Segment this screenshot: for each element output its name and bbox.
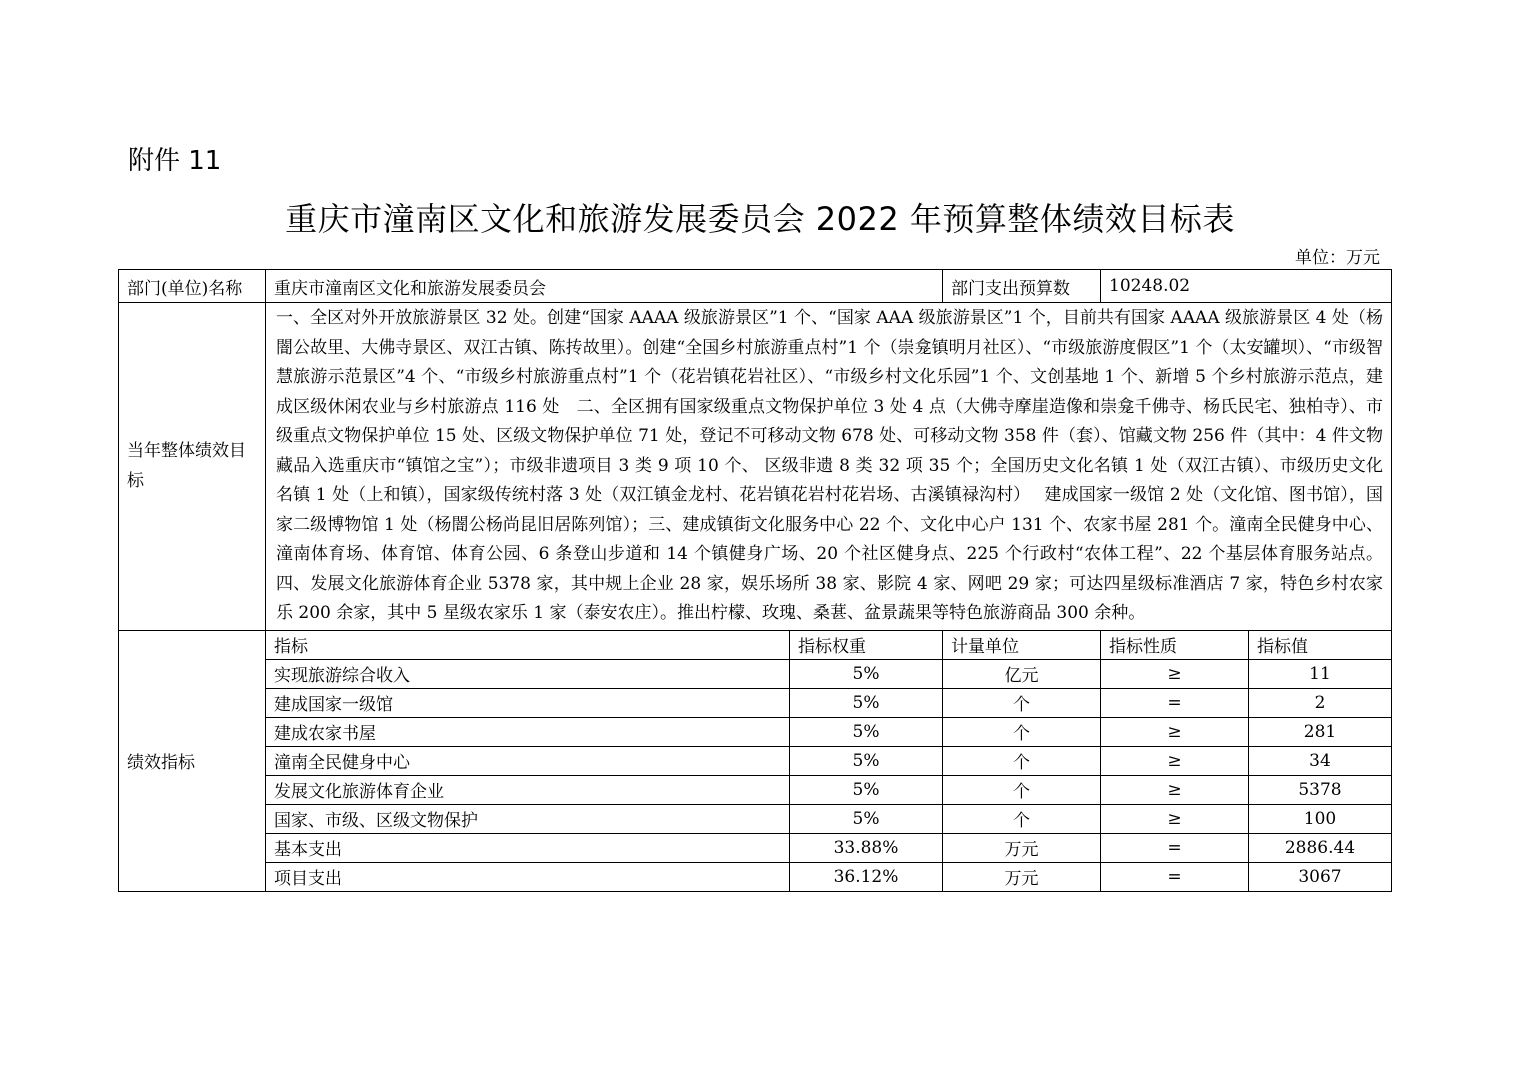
indicator-unit: 个 [943, 804, 1101, 833]
indicator-weight: 5% [790, 804, 943, 833]
indicator-weight: 5% [790, 717, 943, 746]
indicator-nature: = [1101, 862, 1249, 891]
indicator-value: 2886.44 [1249, 833, 1392, 862]
department-name-value: 重庆市潼南区文化和旅游发展委员会 [266, 270, 943, 303]
table-row [119, 717, 1392, 746]
indicator-nature: ≥ [1101, 775, 1249, 804]
indicator-unit: 万元 [943, 833, 1101, 862]
table-row [119, 688, 1392, 717]
column-header: 指标 [266, 630, 790, 659]
page-title: 重庆市潼南区文化和旅游发展委员会 2022 年预算整体绩效目标表 [285, 200, 1235, 238]
column-header: 计量单位 [943, 630, 1101, 659]
indicator-value: 3067 [1249, 862, 1392, 891]
indicator-value: 11 [1249, 659, 1392, 688]
indicator-weight: 5% [790, 688, 943, 717]
department-name-label: 部门(单位)名称 [119, 270, 266, 303]
table-row [119, 862, 1392, 891]
table-row [119, 833, 1392, 862]
indicator-nature: ≥ [1101, 804, 1249, 833]
indicator-value: 34 [1249, 746, 1392, 775]
annual-goal-text: 一、全区对外开放旅游景区 32 处。创建“国家 AAAA 级旅游景区”1 个、“国家 AAA 级旅游景区”1 个，目前共有国家 AAAA 级旅游景区 4 处（杨闇公故里、大佛寺景区、双江古镇、陈抟故里）。创建“全国乡村旅游重点村”1 个（崇龛镇明月社区）、“市级旅游度假区”1 个（太安罐坝）、“市级智慧旅游示范景区”4 个、“市级乡村旅游重点村”1 个（花岩镇花岩社区）、“市级乡村文化乐园”1 个、文创基地 1 个、新增 5 个乡村旅游示范点，建成区级休闲农业与乡村旅游点 116 处 二、全区拥有国家级重点文物保护单位 3 处 4 点（大佛寺摩崖造像和崇龛千佛寺、杨氏民宅、独柏寺）、市级重点文物保护单位 15 处、区级文物保护单位 71 处，登记不可移动文物 678 处、可移动文物 358 件（套）、馆藏文物 256 件（其中：4 件文物藏品入选重庆市“镇馆之宝”）；市级非遗项目 3 类 9 项 10 个、 区级非遗 8 类 32 项 35 个；全国历史文化名镇 1 处（双江古镇）、市级历史文化名镇 1 处（上和镇），国家级传统村落 3 处（双江镇金龙村、花岩镇花岩村花岩场、古溪镇禄沟村） 建成国家一级馆 2 处（文化馆、图书馆），国家二级博物馆 1 处（杨闇公杨尚昆旧居陈列馆）；三、建成镇街文化服务中心 22 个、文化中心户 131 个、农家书屋 281 个。潼南全民健身中心、潼南体育场、体育馆、体育公园、6 条登山步道和 14 个镇健身广场、20 个社区健身点、225 个行政村“农体工程”、22 个基层体育服务站点。四、发展文化旅游体育企业 5378 家，其中规上企业 28 家，娱乐场所 38 家、影院 4 家、网吧 29 家；可达四星级标准酒店 7 家，特色乡村农家乐 200 余家，其中 5 星级农家乐 1 家（泰安农庄）。推出柠檬、玫瑰、桑葚、盆景蔬果等特色旅游商品 300 余种。 [266, 303, 1392, 631]
indicator-name: 潼南全民健身中心 [266, 746, 790, 775]
indicator-weight: 33.88% [790, 833, 943, 862]
indicator-nature: = [1101, 688, 1249, 717]
table-row [119, 746, 1392, 775]
department-row [119, 270, 1392, 303]
indicator-value: 100 [1249, 804, 1392, 833]
indicator-nature: ≥ [1101, 717, 1249, 746]
performance-target-table [118, 269, 1392, 892]
budget-value: 10248.02 [1101, 270, 1392, 303]
indicator-value: 5378 [1249, 775, 1392, 804]
indicator-unit: 个 [943, 746, 1101, 775]
indicator-unit: 个 [943, 717, 1101, 746]
table-row [119, 804, 1392, 833]
indicator-name: 国家、市级、区级文物保护 [266, 804, 790, 833]
indicator-unit: 个 [943, 688, 1101, 717]
column-header: 指标性质 [1101, 630, 1249, 659]
table-row [119, 775, 1392, 804]
attachment-number: 附件 11 [128, 146, 222, 176]
indicator-name: 建成农家书屋 [266, 717, 790, 746]
indicator-nature: ≥ [1101, 746, 1249, 775]
performance-indicator-label: 绩效指标 [119, 630, 266, 891]
indicator-unit: 个 [943, 775, 1101, 804]
goal-row [119, 303, 1392, 631]
indicator-value: 2 [1249, 688, 1392, 717]
indicator-weight: 5% [790, 659, 943, 688]
indicator-unit: 万元 [943, 862, 1101, 891]
indicator-name: 发展文化旅游体育企业 [266, 775, 790, 804]
indicator-name: 基本支出 [266, 833, 790, 862]
indicator-weight: 5% [790, 775, 943, 804]
unit-note: 单位：万元 [1295, 248, 1380, 268]
annual-goal-label: 当年整体绩效目标 [119, 303, 266, 631]
indicator-nature: ≥ [1101, 659, 1249, 688]
indicator-nature: = [1101, 833, 1249, 862]
indicator-header-row [119, 630, 1392, 659]
indicator-name: 建成国家一级馆 [266, 688, 790, 717]
indicator-weight: 5% [790, 746, 943, 775]
table-row [119, 659, 1392, 688]
indicator-name: 项目支出 [266, 862, 790, 891]
budget-label: 部门支出预算数 [943, 270, 1101, 303]
indicator-value: 281 [1249, 717, 1392, 746]
column-header: 指标权重 [790, 630, 943, 659]
column-header: 指标值 [1249, 630, 1392, 659]
indicator-unit: 亿元 [943, 659, 1101, 688]
indicator-name: 实现旅游综合收入 [266, 659, 790, 688]
indicator-weight: 36.12% [790, 862, 943, 891]
